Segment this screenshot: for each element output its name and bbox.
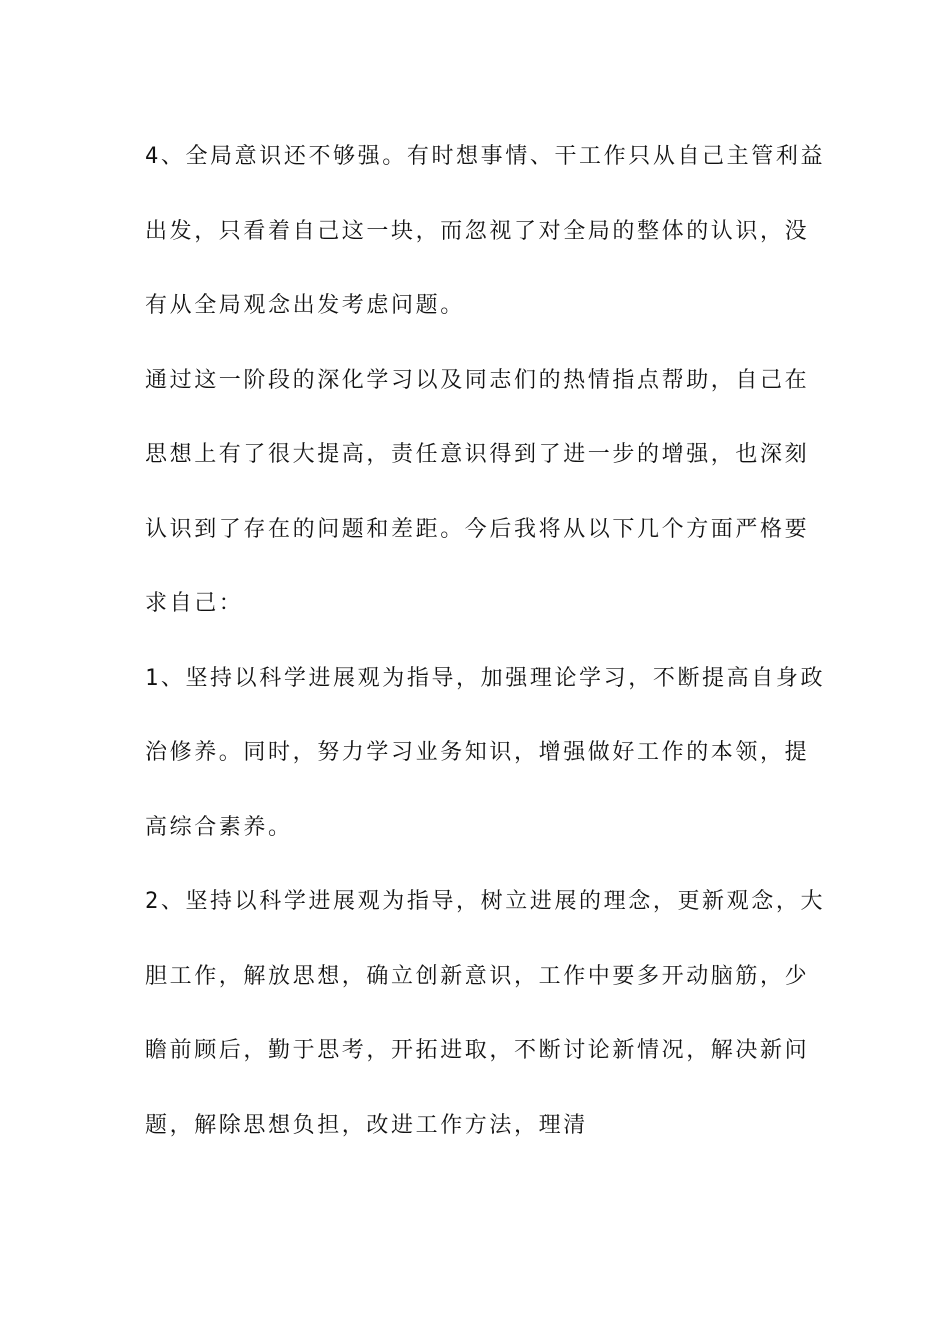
text-line: 通过这一阶段的深化学习以及同志们的热情指点帮助，自己在	[145, 367, 810, 393]
text-line: 2、坚持以科学进展观为指导，树立进展的理念，更新观念，大	[145, 889, 826, 914]
text-line: 瞻前顾后，勤于思考，开拓进取，不断讨论新情况，解决新问	[145, 1038, 810, 1063]
text-line: 1、坚持以科学进展观为指导，加强理论学习，不断提高自身政	[145, 665, 826, 691]
document-body	[145, 120, 826, 1163]
text-line: 治修养。同时，努力学习业务知识，增强做好工作的本领，提	[145, 740, 810, 765]
text-line: 求自己：	[145, 591, 244, 616]
text-line: 4、全局意识还不够强。有时想事情、干工作只从自己主管利益	[145, 144, 826, 169]
text-line: 胆工作，解放思想，确立创新意识，工作中要多开动脑筋，少	[145, 963, 810, 989]
text-line: 题，解除思想负担，改进工作方法，理清	[145, 1112, 588, 1138]
text-line: 高综合素养。	[145, 814, 293, 840]
text-line: 有从全局观念出发考虑问题。	[145, 293, 465, 318]
text-line: 出发，只看着自己这一块，而忽视了对全局的整体的认识，没	[145, 218, 810, 244]
text-line: 思想上有了很大提高，责任意识得到了进一步的增强，也深刻	[145, 442, 810, 467]
text-line: 认识到了存在的问题和差距。今后我将从以下几个方面严格要	[145, 516, 810, 542]
